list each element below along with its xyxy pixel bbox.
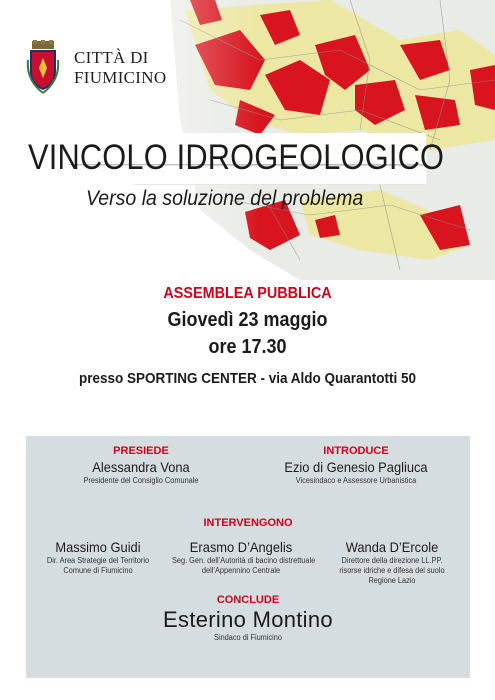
presiede-name: Alessandra Vona xyxy=(92,459,190,475)
speaker-desc-line: Direttore della direzione LL.PP. xyxy=(341,556,443,565)
city-line-1: CITTÀ DI xyxy=(74,48,149,67)
intervengono-block xyxy=(26,516,470,530)
coat-of-arms-logo xyxy=(26,40,60,96)
speaker-name: Erasmo D’Angelis xyxy=(189,539,293,555)
conclude-label: CONCLUDE xyxy=(216,594,280,606)
introduce-name: Ezio di Genesio Pagliuca xyxy=(284,459,428,475)
presiede-desc: Presidente del Consiglio Comunale xyxy=(83,476,199,485)
speaker-name: Wanda D’Ercole xyxy=(345,539,439,555)
speaker-desc-line: risorse idriche e difesa del suolo xyxy=(339,566,445,575)
speakers-panel xyxy=(26,436,470,678)
speaker-desc-line: Dir. Area Strategie del Territorio xyxy=(46,556,150,565)
speaker-name: Massimo Guidi xyxy=(55,539,141,555)
conclude-desc: Sindaco di Fiumicino xyxy=(214,633,282,642)
page-title: VINCOLO IDROGEOLOGICO xyxy=(28,138,445,177)
speaker-desc-line: dell’Appennino Centrale xyxy=(201,566,281,575)
city-name xyxy=(74,48,166,88)
intervengono-label: INTERVENGONO xyxy=(203,517,293,529)
introduce-label: INTRODUCE xyxy=(323,445,389,457)
speaker-desc-line: Regione Lazio xyxy=(368,576,416,585)
speaker-desc-line: Seg. Gen. dell’Autorità di bacino distrettuale xyxy=(172,556,316,565)
city-line-2: FIUMICINO xyxy=(74,68,167,87)
speaker-dangelis xyxy=(166,538,316,576)
speaker-guidi xyxy=(28,538,168,576)
event-place: presso SPORTING CENTER - via Aldo Quarantotti 50 xyxy=(78,370,417,387)
page-subtitle: Verso la soluzione del problema xyxy=(86,187,364,210)
introduce-block xyxy=(266,444,446,486)
introduce-desc: Vicesindaco e Assessore Urbanistica xyxy=(295,476,417,485)
speaker-desc-line: Comune di Fiumicino xyxy=(63,566,133,575)
conclude-block xyxy=(26,593,470,643)
event-type: ASSEMBLEA PUBBLICA xyxy=(163,285,332,302)
speaker-dercole xyxy=(318,538,466,586)
presiede-block xyxy=(56,444,226,486)
conclude-name: Esterino Montino xyxy=(163,607,333,632)
presiede-label: PRESIEDE xyxy=(113,445,169,457)
event-time: ore 17.30 xyxy=(208,336,287,358)
event-date: Giovedì 23 maggio xyxy=(167,309,328,331)
